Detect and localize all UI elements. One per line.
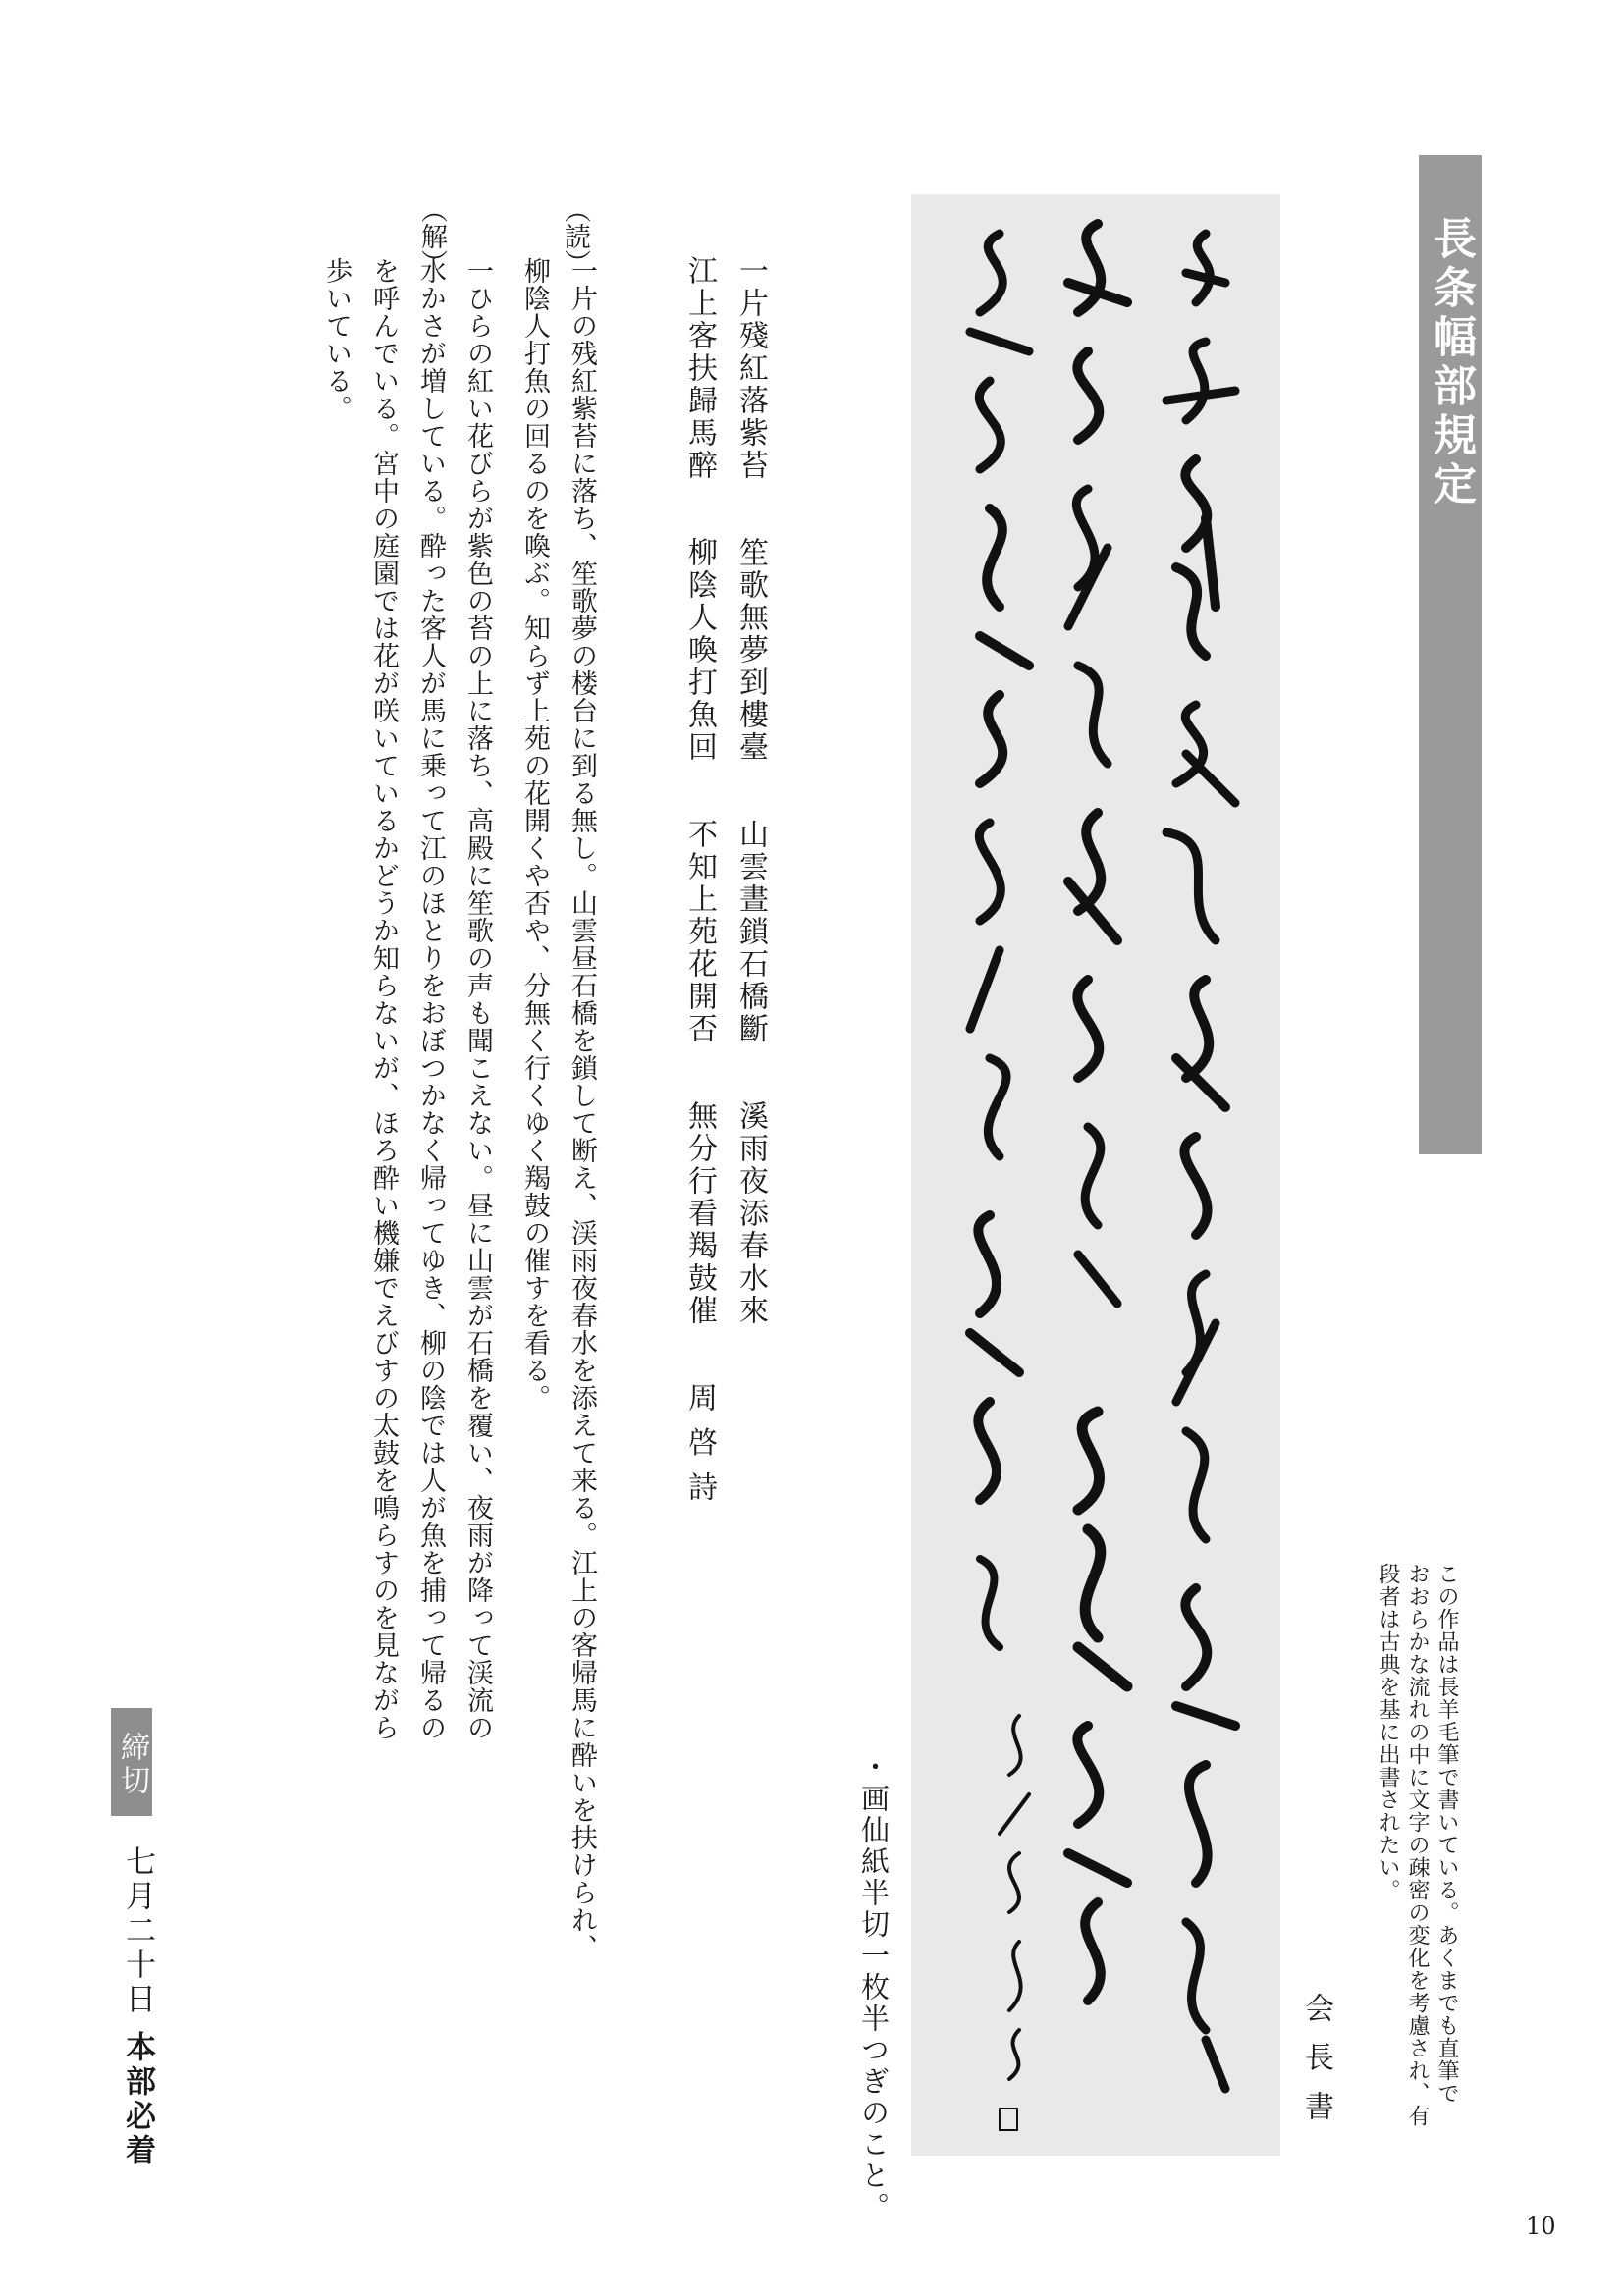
- commentary-text: [1373, 1563, 1461, 2127]
- commentary-author: 会長書: [1299, 1993, 1333, 2140]
- poem-line-2: [677, 255, 721, 1559]
- poem-phrase: 溪雨夜添春水來: [733, 1100, 768, 1327]
- paper-spec: ・画仙紙半切一枚半つぎのこと。: [857, 1752, 891, 2223]
- section-title: 長条幅部規定: [1426, 216, 1476, 510]
- poem-phrase: 笙歌無夢到樓臺: [733, 537, 768, 764]
- poem-phrase: 無分行看羯鼓催: [682, 1100, 717, 1327]
- interpretation-line: を呼んでいる。宮中の庭園では花が咲いているかどうか知らないが、ほろ酔い機嫌でえびすの太鼓を鳴らすのを見ながら: [368, 257, 399, 1741]
- reading-line: 柳陰人打魚の回るのを喚ぶ。知らず上苑の花開くや否や、分無く行くゆく羯鼓の催すを看る。: [519, 257, 550, 1412]
- poem-phrase: 一片殘紅落紫苔: [733, 255, 768, 482]
- commentary-line: この作品は長羊毛筆で書いている。あくまでも直筆で: [1435, 1563, 1459, 2105]
- calligraphy-specimen-image: [911, 194, 1280, 2156]
- poem-author: 周 啓 詩: [682, 1382, 717, 1505]
- poem-phrase: 不知上苑花開否: [682, 819, 717, 1045]
- deadline-badge: 締切: [111, 1708, 152, 1816]
- reading-text: [511, 257, 605, 1961]
- seal-stamp: [1000, 2109, 1017, 2130]
- commentary-line: 段者は古典を基に出書されたい。: [1376, 1563, 1400, 1901]
- reading-line: 一片の残紅紫苔に落ち、笙歌夢の楼台に到る無し。山雲昼石橋を鎖して断え、渓雨夜春水を添えて来る。江上の客帰馬に酔いを扶けられ、: [567, 257, 597, 1961]
- interpretation-line: 水かさが増している。酔った客人が馬に乗って江のほとりをおぼつかなく帰ってゆき、柳の陰では人が魚を捕って帰るの: [415, 257, 446, 1741]
- section-title-bar: [1419, 155, 1482, 1154]
- poem-phrase: 柳陰人喚打魚回: [682, 537, 717, 764]
- interpretation-label: （解）: [416, 196, 447, 276]
- poem-line-1: [729, 255, 772, 1382]
- commentary-line: おおらかな流れの中に文字の疎密の変化を考慮され、有: [1405, 1563, 1430, 2127]
- interpretation-line: 歩いている。: [321, 257, 352, 422]
- deadline-date: 七月二十日: [120, 1845, 155, 2017]
- reading-label: （読）: [560, 196, 590, 276]
- poem-phrase: 江上客扶歸馬醉: [682, 255, 717, 482]
- deadline-info: [116, 1845, 160, 2168]
- poem-phrase: 山雲晝鎖石橋斷: [733, 819, 768, 1045]
- deadline-destination: 本部必着: [120, 2031, 155, 2168]
- page-number: 10: [1526, 2213, 1556, 2240]
- calligraphy-strokes: [911, 194, 1280, 2156]
- interpretation-text: [312, 257, 501, 1741]
- interpretation-line: 一ひらの紅い花びらが紫色の苔の上に落ち、高殿に笙歌の声も聞こえない。昼に山雲が石橋を覆い、夜雨が降って渓流の: [462, 257, 493, 1741]
